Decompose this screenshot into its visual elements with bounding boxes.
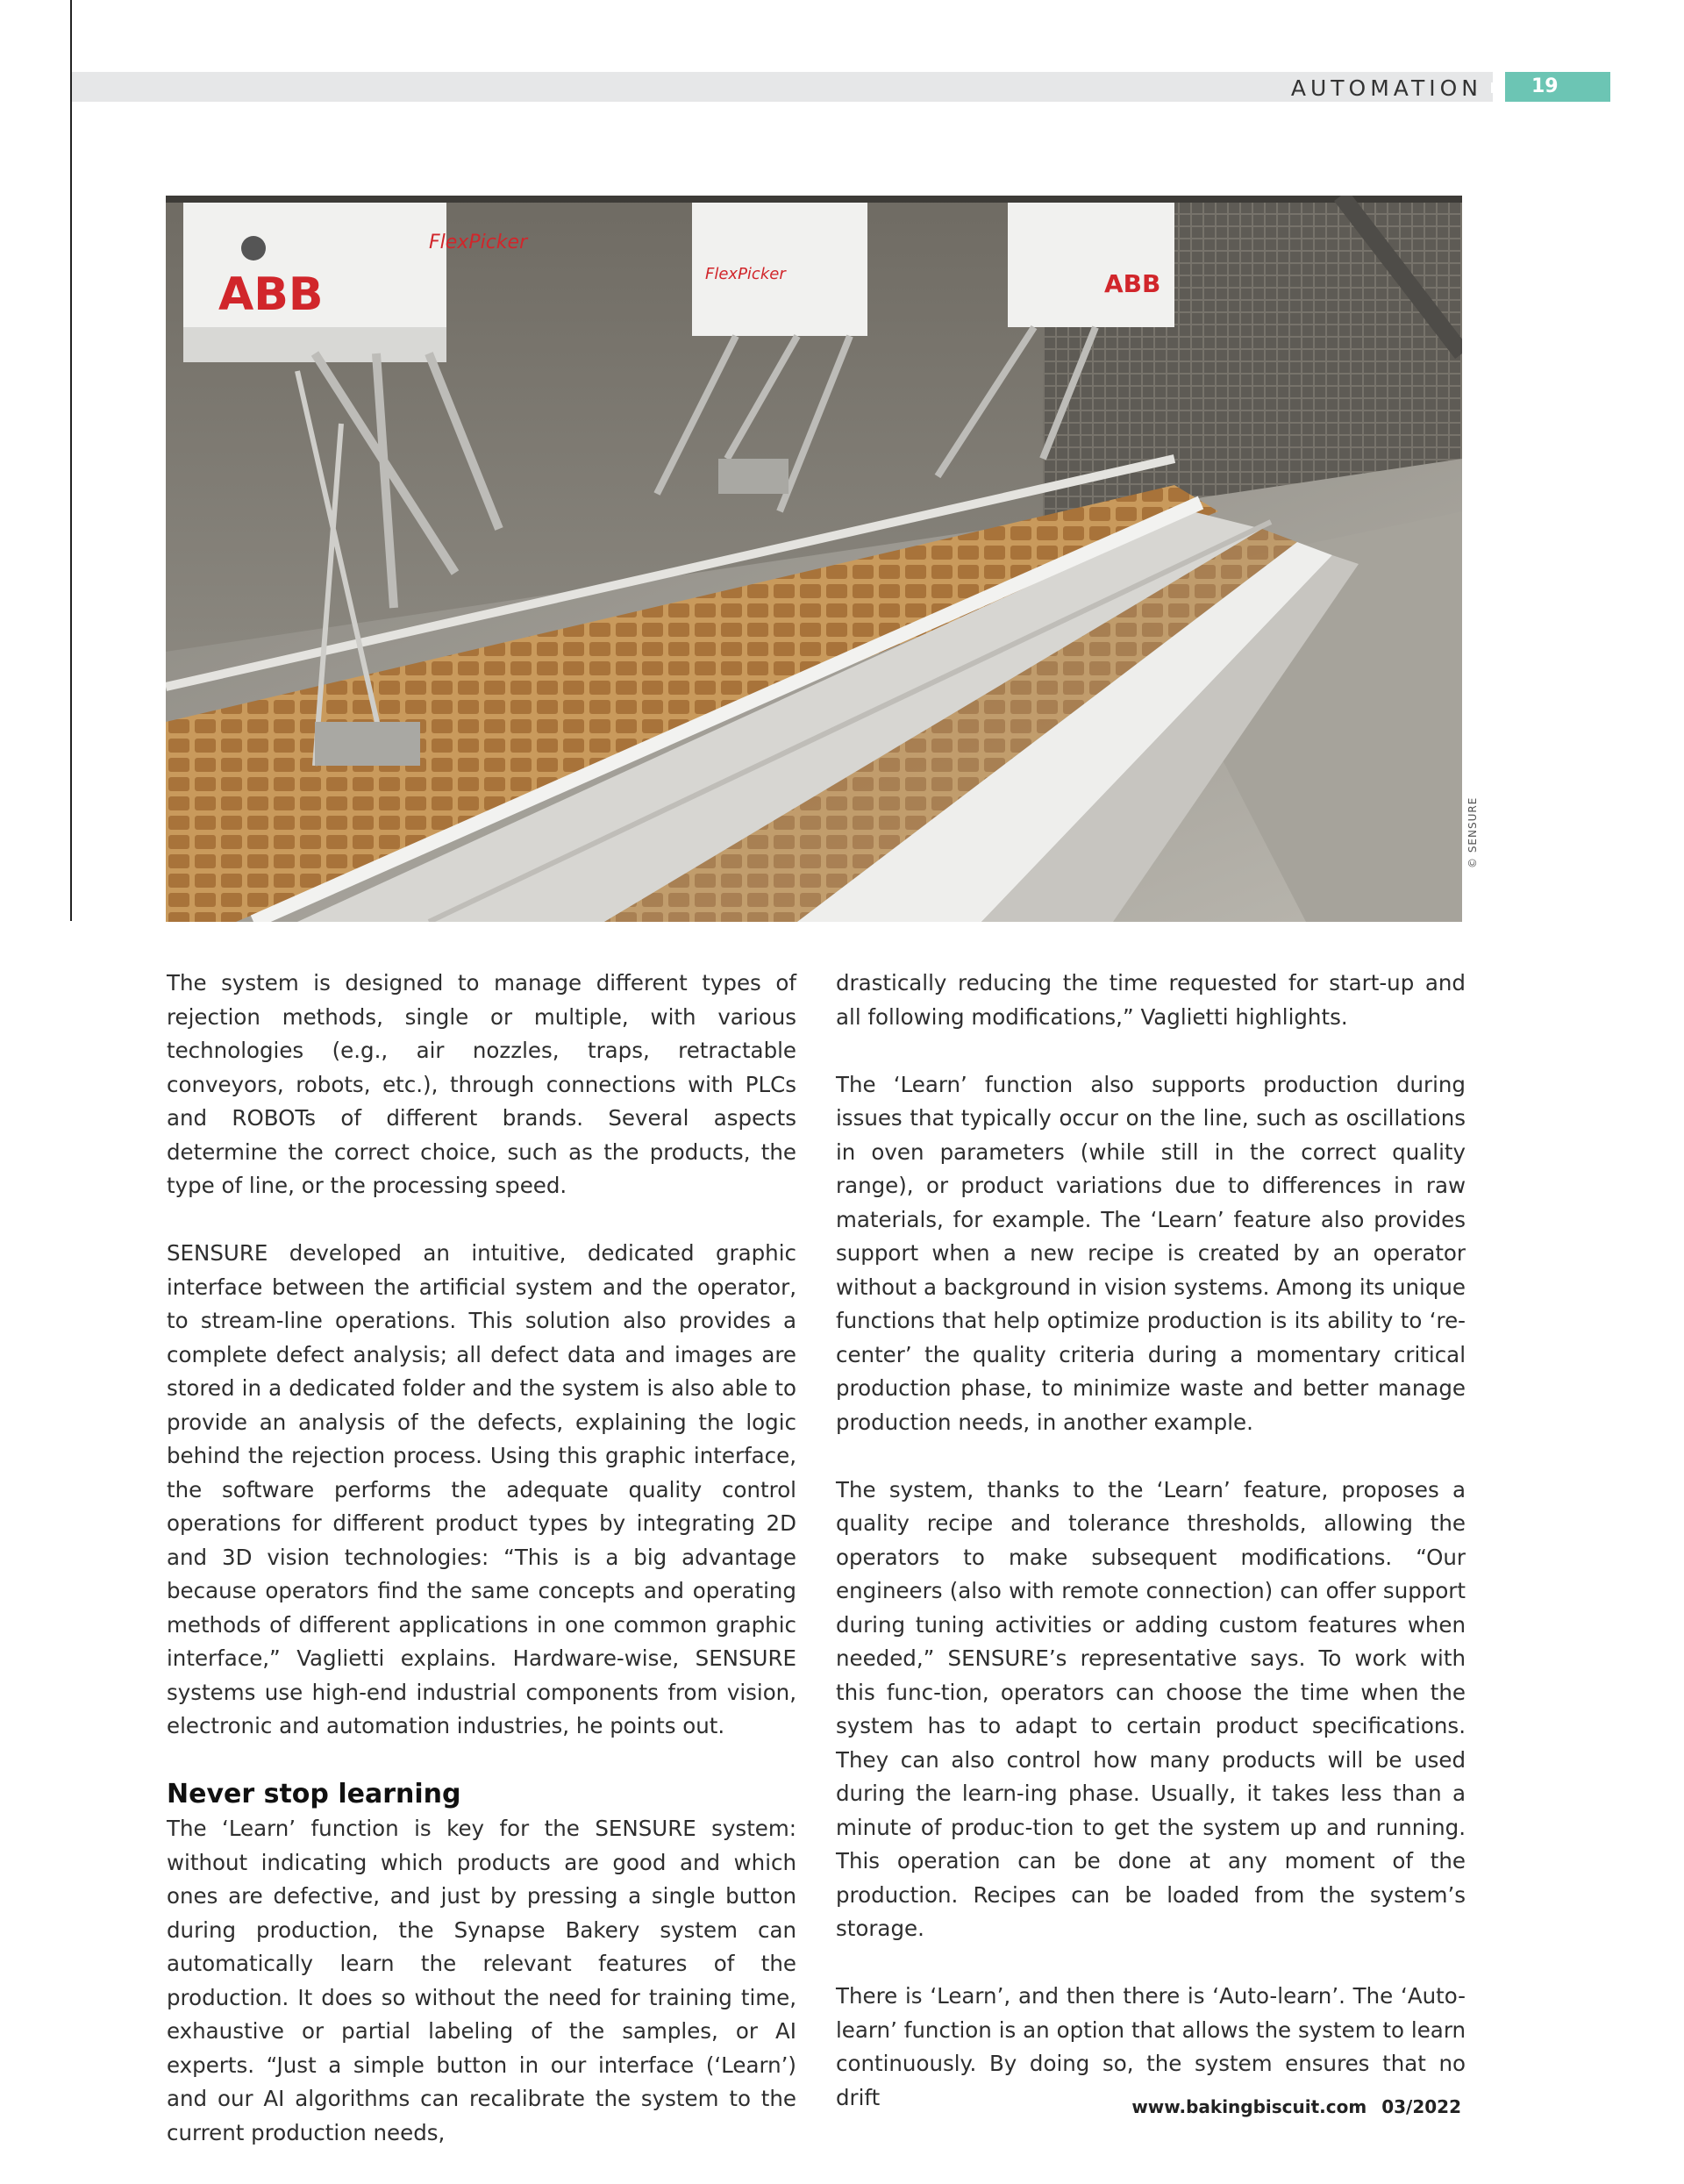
- footer-url[interactable]: www.bakingbiscuit.com: [1131, 2096, 1367, 2117]
- svg-text:FlexPicker: FlexPicker: [429, 232, 528, 253]
- paragraph: There is ‘Learn’, and then there is ‘Auto-learn’. The ‘Auto-learn’ function is an option that allows the system to learn continuously. By doing so, the system ensures that no drift: [836, 1983, 1466, 2110]
- svg-text:ABB: ABB: [218, 268, 324, 321]
- page-footer: [1123, 2096, 1461, 2117]
- subheading: Never stop learning: [167, 1779, 461, 1809]
- page-edge-rule: [70, 0, 72, 921]
- article-column-right: [836, 967, 1466, 2149]
- paragraph: SENSURE developed an intuitive, dedicated graphic interface between the artificial system and the operator, to stream-line operations. This solution also provides a complete defect analysis; all defect data and images are stored in a dedicated folder and the system is also able to provide an analysis of the defects, explaining the logic behind the rejection process. Using this graphic interface, the software performs the adequate quality control operations for different product types by integrating 2D and 3D vision technologies: “This is a big advantage because operators find the same concepts and operating methods of different applications in one common graphic interface,” Vaglietti explains. Hardware-wise, SENSURE systems use high-end industrial components from vision, electronic and automation industries, he points out.: [167, 1240, 796, 1738]
- paragraph: drastically reducing the time requested for start-up and all following modifications,” Vaglietti highlights.: [836, 970, 1466, 1030]
- photo-credit: © SENSURE: [1466, 796, 1479, 868]
- footer-issue: 03/2022: [1381, 2096, 1461, 2117]
- article-photo: [166, 196, 1462, 922]
- article-column-left: [167, 967, 796, 2184]
- page-number: 19: [1505, 72, 1610, 102]
- svg-text:ABB: ABB: [1104, 269, 1161, 298]
- paragraph: The ‘Learn’ function also supports production during issues that typically occur on the line, such as oscillations in oven parameters (while still in the correct quality range), or product variations due to differences in raw materials, for example. The ‘Learn’ feature also provides support when a new recipe is created by an operator without a background in vision systems. Among its unique functions that help optimize production is its ability to ‘re-center’ the quality criteria during a momentary critical production phase, to minimize waste and better manage production needs, in another example.: [836, 1071, 1466, 1435]
- svg-text:FlexPicker: FlexPicker: [705, 265, 786, 283]
- paragraph: The ‘Learn’ function is key for the SENSURE system: without indicating which products are good and which ones are defective, and just by pressing a single button during production, the Synapse Bakery system can automatically learn the relevant features of the production. It does so without the need for training time, exhaustive or partial labeling of the samples, or AI experts. “Just a simple button in our interface (‘Learn’) and our AI algorithms can recalibrate the system to the current production needs,: [167, 1816, 796, 2145]
- robot-line-illustration: [166, 196, 1462, 922]
- header-separator: [1491, 82, 1502, 93]
- paragraph: The system, thanks to the ‘Learn’ feature, proposes a quality recipe and tolerance thresholds, allowing the operators to make subsequent modifications. “Our engineers (also with remote connection) can offer support during tuning activities or adding custom features when needed,” SENSURE’s representative says. To work with this func-tion, operators can choose the time when the system has to adapt to certain product specifications. They can also control how many products will be used during the learn-ing phase. Usually, it takes less than a minute of produc-tion to get the system up and running. This operation can be done at any moment of the production. Recipes can be loaded from the system’s storage.: [836, 1476, 1466, 1941]
- paragraph: The system is designed to manage different types of rejection methods, single or multiple, with various technologies (e.g., air nozzles, traps, retractable conveyors, robots, etc.), through connections with PLCs and ROBOTs of different brands. Several aspects determine the correct choice, such as the products, the type of line, or the processing speed.: [167, 970, 796, 1198]
- section-label: AUTOMATION: [1290, 75, 1482, 101]
